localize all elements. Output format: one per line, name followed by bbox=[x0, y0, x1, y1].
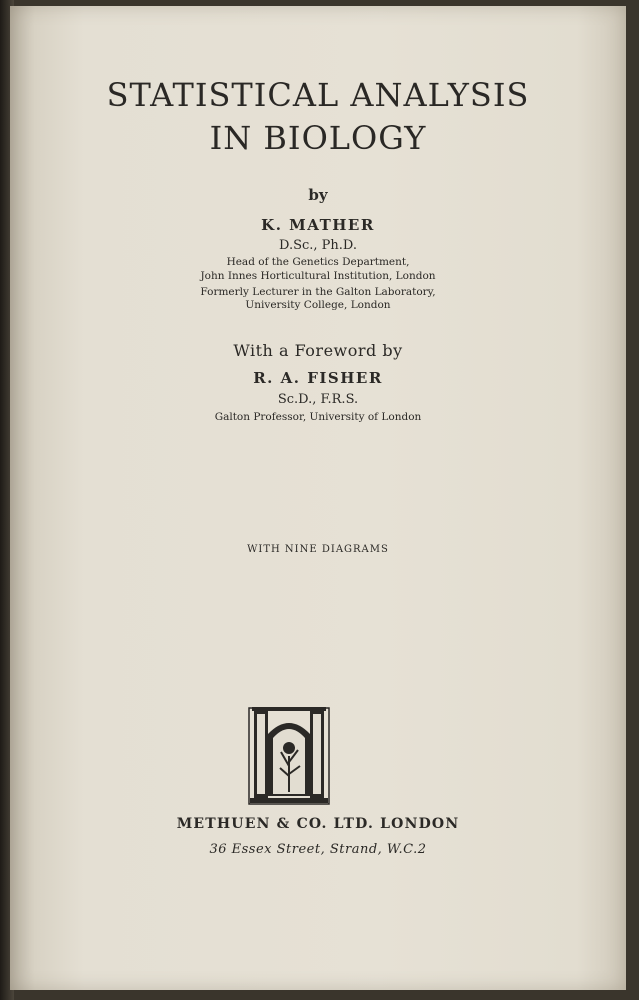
author-name: K. MATHER bbox=[261, 216, 375, 234]
publisher-address: 36 Essex Street, Strand, W.C.2 bbox=[209, 842, 427, 857]
title-line-2: IN BIOLOGY bbox=[209, 119, 427, 157]
title-line-1: STATISTICAL ANALYSIS bbox=[106, 76, 530, 114]
foreword-author-degrees: Sc.D., F.R.S. bbox=[277, 392, 359, 407]
foreword-author-affiliation: Galton Professor, University of London bbox=[214, 411, 422, 423]
publisher-logo bbox=[248, 706, 330, 806]
by-label: by bbox=[308, 186, 328, 204]
author-affiliation-2: John Innes Horticultural Institution, London bbox=[200, 270, 436, 282]
author-affiliation-3: Formerly Lecturer in the Galton Laboratory, bbox=[200, 286, 436, 298]
author-affiliation-4: University College, London bbox=[245, 299, 391, 311]
foreword-intro: With a Foreword by bbox=[233, 341, 403, 360]
diagrams-note: WITH NINE DIAGRAMS bbox=[247, 544, 389, 555]
title-page bbox=[10, 6, 626, 990]
author-degrees: D.Sc., Ph.D. bbox=[278, 238, 358, 253]
author-affiliation-1: Head of the Genetics Department, bbox=[226, 256, 410, 268]
foreword-author-name: R. A. FISHER bbox=[253, 369, 383, 387]
publisher-name: METHUEN & CO. LTD. LONDON bbox=[176, 816, 460, 832]
